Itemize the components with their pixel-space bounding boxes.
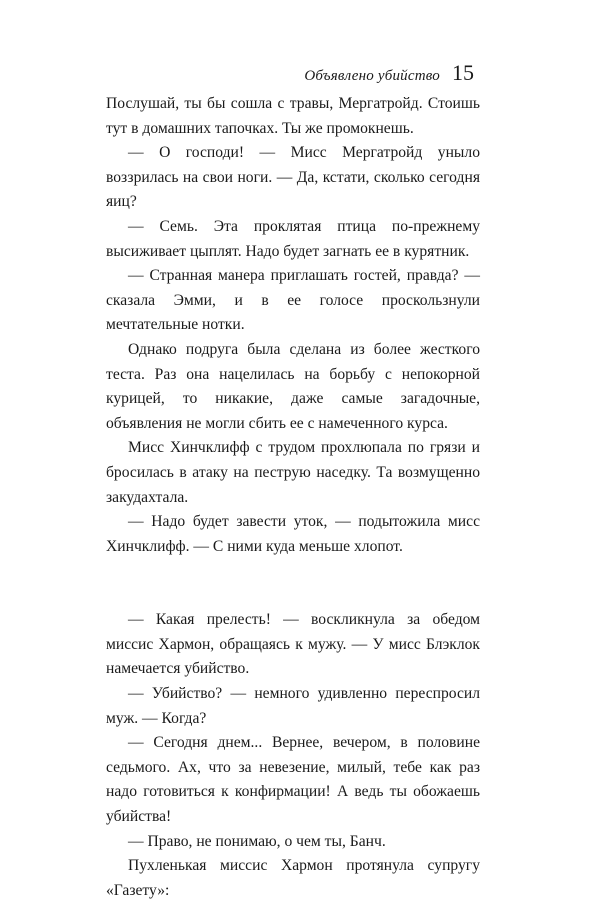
- paragraph-11: — Право, не понимаю, о чем ты, Банч.: [128, 832, 386, 850]
- paragraph-5: Однако подруга была сделана из более жесткого теста. Раз она нацелилась на борьбу с непокорной курицей, то никакие, даже самые загадочные, объявления не могли сбить ее с намеченного курса.: [106, 340, 480, 432]
- paragraph-12: Пухленькая миссис Хармон протянула супругу «Газету»:: [106, 857, 480, 899]
- running-head: [304, 60, 474, 86]
- paragraph-9: — Убийство? — немного удивленно переспросил муж. — Когда?: [106, 685, 480, 727]
- running-title: Объявлено убийство: [304, 68, 440, 84]
- paragraph-7: — Надо будет завести уток, — подытожила мисс Хинчклифф. — С ними куда меньше хлопот.: [106, 513, 480, 555]
- paragraph-1: Послушай, ты бы сошла с травы, Мергатройд. Стоишь тут в домашних тапочках. Ты же промокнешь.: [106, 95, 480, 137]
- paragraph-8: — Какая прелесть! — воскликнула за обедом миссис Хармон, обращаясь к мужу. — У мисс Блэклок намечается убийство.: [106, 611, 480, 678]
- paragraph-10: — Сегодня днем... Вернее, вечером, в половине седьмого. Ах, что за невезение, милый, тебе как раз надо готовиться к конфирмации! А ведь ты обожаешь убийства!: [106, 734, 480, 826]
- page-number: 15: [452, 60, 474, 85]
- paragraph-3: — Семь. Эта проклятая птица по-прежнему высиживает цыплят. Надо будет загнать ее в курятник.: [106, 217, 480, 260]
- paragraph-6: Мисс Хинчклифф с трудом прохлюпала по грязи и бросилась в атаку на пеструю наседку. Та возмущенно закудахтала.: [106, 439, 480, 506]
- section-break: [106, 559, 480, 608]
- paragraph-4: — Странная манера приглашать гостей, правда? — сказала Эмми, и в ее голосе проскользнули мечтательные нотки.: [106, 267, 480, 334]
- body-text: [106, 92, 480, 903]
- paragraph-2: — О господи! — Мисс Мергатройд уныло воззрилась на свои ноги. — Да, кстати, сколько сегодня яиц?: [106, 144, 480, 211]
